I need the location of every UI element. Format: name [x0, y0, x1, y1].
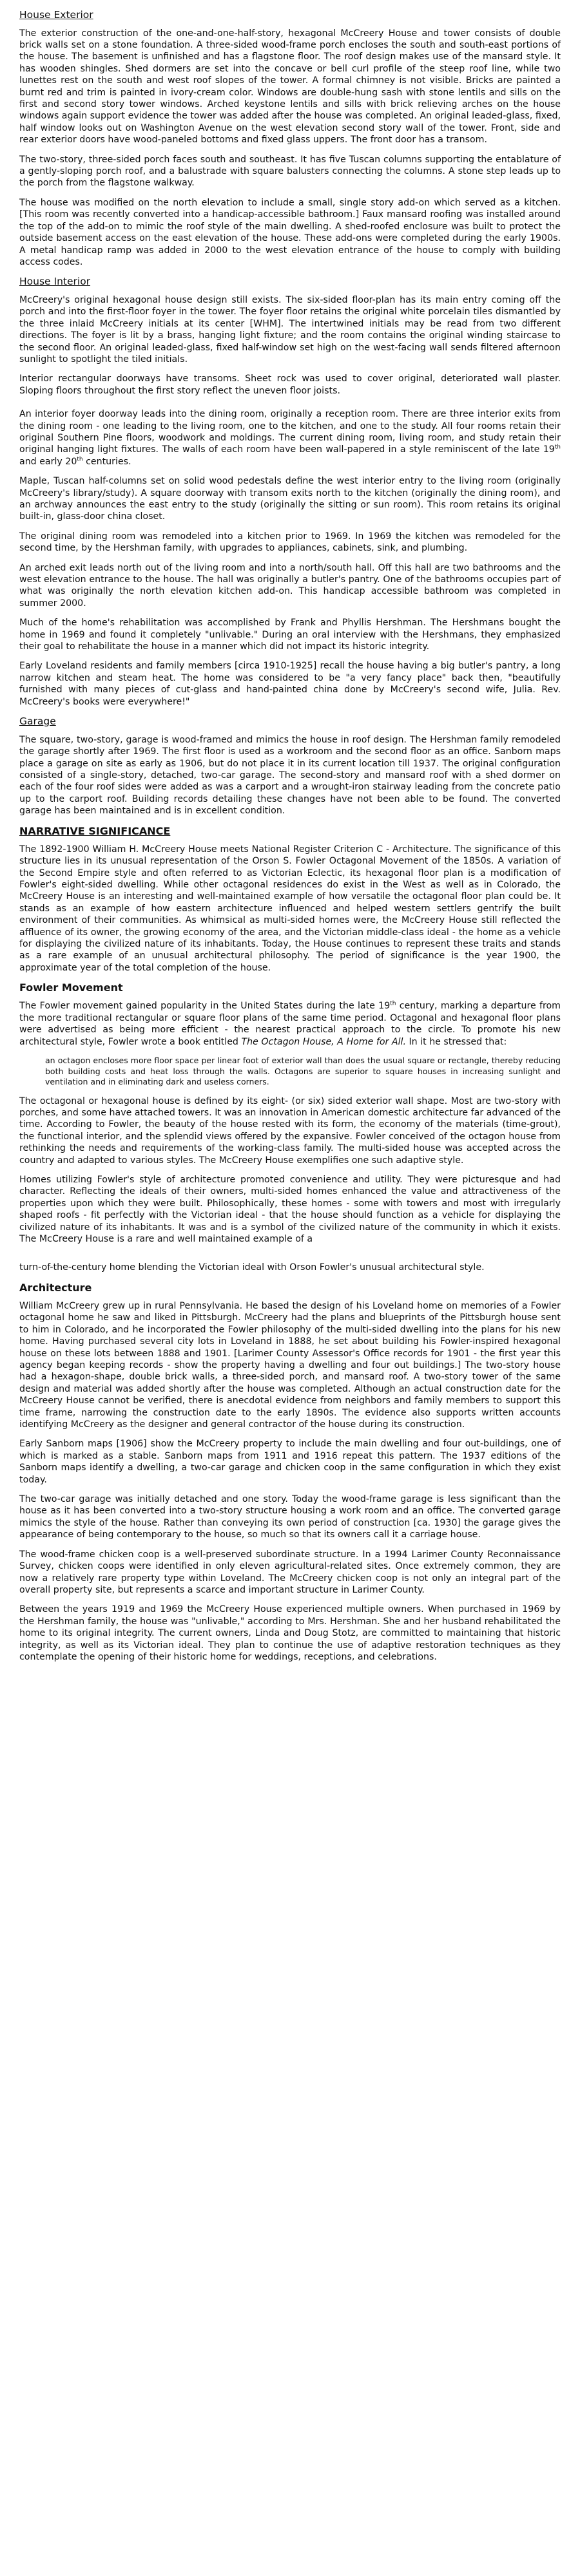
section-house-interior: [19, 276, 561, 708]
paragraph: Early Sanborn maps [1906] show the McCreery property to include the main dwelling and four out-buildings, one of which is marked as a stable. Sanborn maps from 1911 and 1916 repeat this pattern. The 1937 editions of the Sanborn maps identify a dwelling, a two-car garage and chicken coop in the same configuration in which they exist today.: [19, 1439, 561, 1485]
text-run: and early 20: [19, 456, 77, 467]
heading-narrative-significance: NARRATIVE SIGNIFICANCE: [19, 824, 171, 837]
superscript: th: [390, 1000, 396, 1007]
paragraph: [19, 408, 561, 468]
text-run: The Fowler movement gained popularity in the United States during the late 19: [19, 1001, 391, 1012]
paragraph: turn-of-the-century home blending the Victorian ideal with Orson Fowler's unusual architectural style.: [19, 1262, 485, 1273]
paragraph: An arched exit leads north out of the living room and into a north/south hall. Off this hall are two bathrooms and the west elevation entrance to the house. The hall was originally a butler's pantry. One of the bathrooms occupies part of what was originally the north elevation kitchen add-on. This handicap accessible bathroom was completed in summer 2000.: [19, 562, 561, 609]
paragraph: The original dining room was remodeled into a kitchen prior to 1969. In 1969 the kitchen was remodeled for the second time, by the Hershman family, with upgrades to appliances, cabinets, sink, and plumbing.: [19, 531, 561, 554]
book-title: The Octagon House, A Home for All.: [241, 1036, 406, 1047]
paragraph: Interior rectangular doorways have transoms. Sheet rock was used to cover original, deteriorated wall plaster. Sloping floors throughout the first story reflect the uneven floor joists.: [19, 374, 561, 396]
heading-house-exterior: House Exterior: [19, 9, 93, 21]
paragraph: Early Loveland residents and family members [circa 1910-1925] recall the house having a big butler's pantry, a long narrow kitchen and steam heat. The home was considered to be "a very fancy place" back then, "beautifully furnished with many pieces of cut-glass and hand-painted china done by McCreery's second wife, Julia. Rev. McCreery's books were everywhere!": [19, 661, 561, 707]
paragraph: The house was modified on the north elevation to include a small, single story add-on which served as a kitchen. [This room was recently converted into a handicap-accessible bathroom.] Faux mansard roofing was installed around the top of the add-on to mimic the roof style of the main dwelling. A shed-roofed enclosure was built to protect the outside basement access on the east elevation of the house. These add-ons were completed during the early 1900s. A metal handicap ramp was added in 2000 to the west elevation entrance of the house to comply with building access codes.: [19, 197, 561, 267]
paragraph: The exterior construction of the one-and-one-half-story, hexagonal McCreery House and tower consists of double brick walls set on a stone foundation. A three-sided wood-frame porch encloses the south and south-east portions of the house. The basement is unfinished and has a flagstone floor. The roof design makes use of the mansard style. It has wooden shingles. Shed dormers are set into the concave or bell curl profile of the steep roof line, while two lunettes rest on the south and west roof slopes of the tower. A formal chimney is not visible. Bricks are painted a burnt red and trim is painted in ivory-cream color. Windows are double-hung sash with stone lentils and sills on the first and second story tower windows. Arched keystone lentils and sills with brick relieving arches on the house windows again support evidence the tower was added after the house was completed. An original leaded-glass, fixed, half window looks out on Washington Avenue on the west elevation second story wall of the tower. Front, side and rear exterior doors have wood-paneled bottoms and fixed glass uppers. The front door has a transom.: [19, 28, 561, 146]
text-run: century, marking a departure from the more traditional rectangular or square floor plans of the same time period. Octagonal and hexagonal floor plans were advertised as being more efficient - the nearest practical approach to the circle. To promote his new architectural style, Fowler wrote a book entitled: [19, 1001, 561, 1047]
text-run: An interior foyer doorway leads into the dining room, originally a reception room. There are three interior exits from the dining room - one leading to the living room, one to the kitchen, and one to the study. All four rooms retain their original Southern Pine floors, woodwork and moldings. The current dining room, living room, and study retain their original hanging light fixtures. The walls of each room have been wall-papered in a style reminiscent of the late 19: [19, 409, 561, 455]
section-narrative-significance: [19, 825, 561, 974]
heading-fowler-movement: Fowler Movement: [19, 981, 123, 994]
paragraph: The 1892-1900 William H. McCreery House meets National Register Criterion C - Architecture. The significance of this structure lies in its unusual representation of the Orson S. Fowler Octagonal Movement of the 1850s. A variation of the Second Empire style and often referred to as Victorian Eclectic, its hexagonal floor plan is a modification of Fowler's eight-sided dwelling. While other octagonal residences do exist in the West as well as in Colorado, the McCreery House is an interesting and well-maintained example of how versatile the octagonal floor plan could be. It stands as an example of how eastern architecture influenced and helped western settlers gentrify the built environment of their communities. As whimsical as multi-sided homes were, the McCreery House still reflected the affluence of its owner, the growing economy of the area, and the Victorian middle-class ideal - the home as a vehicle for displaying the civilized nature of its inhabitants. Today, the House continues to represent these traits and stands as a rare example of an unusual architectural philosophy. The period of significance is the year 1900, the approximate year of the total completion of the house.: [19, 844, 561, 973]
heading-architecture: Architecture: [19, 1281, 92, 1294]
section-architecture: [19, 1282, 561, 1663]
superscript: th: [77, 456, 83, 463]
section-house-exterior: [19, 9, 561, 268]
paragraph: Maple, Tuscan half-columns set on solid wood pedestals define the west interior entry to the living room (originally McCreery's library/study). A square doorway with transom exits north to the kitchen (originally the dining room), and an archway announces the east entry to the study (originally the sitting or sun room). This room retains its original built-in, glass-door china closet.: [19, 476, 561, 522]
text-run: In it he stressed that:: [405, 1036, 507, 1047]
section-fowler-movement: [19, 981, 561, 1274]
paragraph: The wood-frame chicken coop is a well-preserved subordinate structure. In a 1994 Larimer County Reconnaissance Survey, chicken coops were identified in only eleven agricultural-related sites. Once extremely common, they are now a relatively rare property type within Loveland. The McCreery chicken coop is not only an integral part of the overall property site, but represents a scarce and important structure in Larimer County.: [19, 1549, 561, 1595]
section-garage: [19, 715, 561, 817]
paragraph: [19, 1000, 561, 1048]
superscript: th: [554, 444, 561, 451]
paragraph: Much of the home's rehabilitation was accomplished by Frank and Phyllis Hershman. The Hershmans bought the home in 1969 and found it completely "unlivable." During an oral interview with the Hershmans, they emphasized their goal to rehabilitate the house in a manner which did not impact its historic integrity.: [19, 618, 561, 652]
paragraph: William McCreery grew up in rural Pennsylvania. He based the design of his Loveland home on memories of a Fowler octagonal home he saw and liked in Pittsburgh. McCreery had the plans and blueprints of the Pittsburgh house sent to him in Colorado, and he incorporated the Fowler philosophy of the multi-sided dwelling into the plans for his new home. Having purchased several city lots in Loveland in 1888, he set about building his Fowler-inspired hexagonal house on these lots between 1888 and 1901. [Larimer County Assessor's Office records for 1901 - the first year this agency began keeping records - show the property having a dwelling and four out buildings.] The two-story house had a hexagon-shape, double brick walls, a three-sided porch, and mansard roof. A two-story tower of the same design and material was added shortly after the house was completed. Although an actual construction date for the McCreery House cannot be verified, there is anecdotal evidence from neighbors and family members to support this time frame, narrowing the construction date to the early 1890s. The evidence also supports written accounts identifying McCreery as the designer and general contractor of the house during its construction.: [19, 1300, 561, 1430]
paragraph: McCreery's original hexagonal house design still exists. The six-sided floor-plan has its main entry coming off the porch and into the first-floor foyer in the tower. The foyer floor retains the original white porcelain tiles dismantled by the three inlaid McCreery initials at its center [WHM]. The intertwined initials may be read from two different directions. The foyer is lit by a brass, hanging light fixture; and the room contains the original winding staircase to the second floor. An original leaded-glass, fixed half-window set high on the west-facing wall sends filtered afternoon sunlight to spotlight the tiled initials.: [19, 294, 561, 365]
heading-garage: Garage: [19, 715, 56, 728]
paragraph: Homes utilizing Fowler's style of architecture promoted convenience and utility. They were picturesque and had character. Reflecting the ideals of their owners, multi-sided homes enhanced the value and attractiveness of the properties upon which they were built. Philosophically, these homes - some with towers and most with irregularly shaped roofs - fit perfectly with the Victorian ideal - that the house should function as a vehicle for displaying the civilized nature of its inhabitants. It was and is a symbol of the civilized nature of the community in which it exists. The McCreery House is a rare and well maintained example of a: [19, 1174, 561, 1244]
paragraph: The two-car garage was initially detached and one story. Today the wood-frame garage is less significant than the house as it has been converted into a two-story structure housing a work room and an office. The converted garage mimics the style of the house. Rather than conveying its own period of construction [ca. 1930] the garage gives the appearance of being contemporary to the house, so much so that its owners call it a carriage house.: [19, 1494, 561, 1540]
paragraph: The two-story, three-sided porch faces south and southeast. It has five Tuscan columns supporting the entablature of a gently-sloping porch roof, and a balustrade with square balusters connecting the columns. A stone step leads up to the porch from the flagstone walkway.: [19, 154, 561, 189]
paragraph: The square, two-story, garage is wood-framed and mimics the house in roof design. The Hershman family remodeled the garage shortly after 1969. The first floor is used as a workroom and the second floor as an office. Sanborn maps place a garage on site as early as 1906, but do not place it in its current location till 1937. The original configuration consisted of a single-story, detached, two-car garage. The second-story and mansard roof with a shed dormer on each of the four roof sides were added as was a carport and a wrought-iron stairway leading from the concrete patio up to the carport roof. Building records detailing these changes have not been able to be found. The converted garage has been maintained and is in excellent condition.: [19, 734, 561, 817]
paragraph: Between the years 1919 and 1969 the McCreery House experienced multiple owners. When purchased in 1969 by the Hershman family, the house was "unlivable," according to Mrs. Hershman. She and her husband rehabilitated the home to its original integrity. The current owners, Linda and Doug Stotz, are committed to maintaining that historic integrity, as well as its Victorian ideal. They plan to continue the use of adaptive restoration techniques as they contemplate the opening of their historic home for weddings, receptions, and celebrations.: [19, 1604, 561, 1662]
block-quote: an octagon encloses more floor space per linear foot of exterior wall than does the usual square or rectangle, thereby reducing both building costs and heat loss through the walls. Octagons are superior to square houses in increasing sunlight and ventilation and in eliminating dark and useless corners.: [45, 1056, 561, 1086]
paragraph: The octagonal or hexagonal house is defined by its eight- (or six) sided exterior wall shape. Most are two-story with porches, and some have attached towers. It was an innovation in American domestic architecture far advanced of the time. According to Fowler, the beauty of the house rested with its form, the economy of the materials (time-grout), the functional interior, and the splendid views offered by the expansive. Fowler conceived of the octagon house from rethinking the needs and requirements of the working-class family. The multi-sided house was accepted across the country and adapted to various styles. The McCreery House exemplifies one such adaptive style.: [19, 1095, 561, 1166]
text-run: centuries.: [82, 456, 131, 467]
heading-house-interior: House Interior: [19, 276, 91, 288]
